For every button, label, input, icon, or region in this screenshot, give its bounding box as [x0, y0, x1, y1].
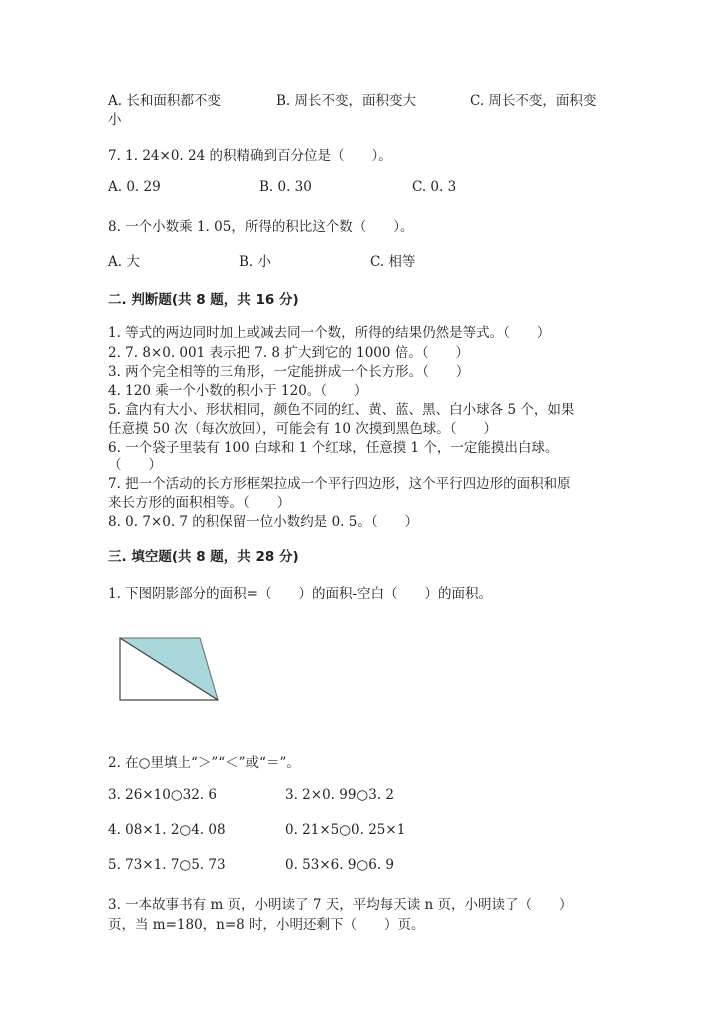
section3-title: 三. 填空题(共 8 题，共 28 分)	[108, 549, 299, 565]
judge-line: 6. 一个袋子里装有 100 白球和 1 个红球，任意摸 1 个，一定能摸出白球。	[108, 440, 559, 456]
judge-line: 3. 两个完全相等的三角形，一定能拼成一个长方形。（ ）	[108, 364, 470, 380]
q6-option-c-wrap: 小	[108, 112, 122, 128]
fill-q1: 1. 下图阴影部分的面积=（ ）的面积-空白（ ）的面积。	[108, 586, 493, 602]
judge-line: 2. 7. 8×0. 001 表示把 7. 8 扩大到它的 1000 倍。（ ）	[108, 345, 470, 361]
judge-line: 7. 把一个活动的长方形框架拉成一个平行四边形，这个平行四边形的面积和原	[108, 476, 571, 492]
q8-option-a: A. 大	[108, 254, 140, 270]
compare-item: 0. 21×5○0. 25×1	[285, 822, 406, 838]
q7-option-b: B. 0. 30	[259, 179, 312, 195]
q6-option-c: C. 周长不变，面积变	[470, 93, 597, 109]
shaded-area-figure	[112, 632, 224, 706]
judge-line: 任意摸 50 次（每次放回），可能会有 10 次摸到黑色球。（ ）	[108, 421, 498, 437]
section2-title: 二. 判断题(共 8 题，共 16 分)	[108, 292, 299, 308]
judge-line: 来长方形的面积相等。（ ）	[108, 495, 291, 511]
fill-q3-line1: 3. 一本故事书有 m 页，小明读了 7 天，平均每天读 n 页，小明读了（ ）	[108, 897, 573, 913]
compare-item: 3. 26×10○32. 6	[108, 787, 217, 803]
q7-option-c: C. 0. 3	[412, 179, 457, 195]
q8-stem: 8. 一个小数乘 1. 05，所得的积比这个数（ ）。	[108, 219, 414, 235]
judge-line: 1. 等式的两边同时加上或减去同一个数，所得的结果仍然是等式。（ ）	[108, 325, 551, 341]
compare-item: 5. 73×1. 7○5. 73	[108, 857, 226, 873]
q8-option-b: B. 小	[239, 254, 272, 270]
q8-option-c: C. 相等	[370, 254, 416, 270]
q7-stem: 7. 1. 24×0. 24 的积精确到百分位是（ ）。	[108, 148, 392, 164]
compare-item: 3. 2×0. 99○3. 2	[285, 787, 394, 803]
fill-q2: 2. 在○里填上“＞”“＜”或“＝”。	[108, 755, 300, 771]
judge-line: 8. 0. 7×0. 7 的积保留一位小数约是 0. 5。（ ）	[108, 514, 419, 530]
fill-q3-line2: 页，当 m=180，n=8 时，小明还剩下（ ）页。	[108, 917, 425, 933]
q6-option-b: B. 周长不变，面积变大	[276, 93, 417, 109]
q6-option-a: A. 长和面积都不变	[108, 93, 221, 109]
judge-line: （ ）	[108, 457, 162, 473]
compare-item: 0. 53×6. 9○6. 9	[285, 857, 394, 873]
judge-line: 5. 盒内有大小、形状相同，颜色不同的红、黄、蓝、黑、白小球各 5 个，如果	[108, 402, 575, 418]
judge-line: 4. 120 乘一个小数的积小于 120。（ ）	[108, 383, 368, 399]
compare-item: 4. 08×1. 2○4. 08	[108, 822, 226, 838]
q7-option-a: A. 0. 29	[108, 179, 161, 195]
